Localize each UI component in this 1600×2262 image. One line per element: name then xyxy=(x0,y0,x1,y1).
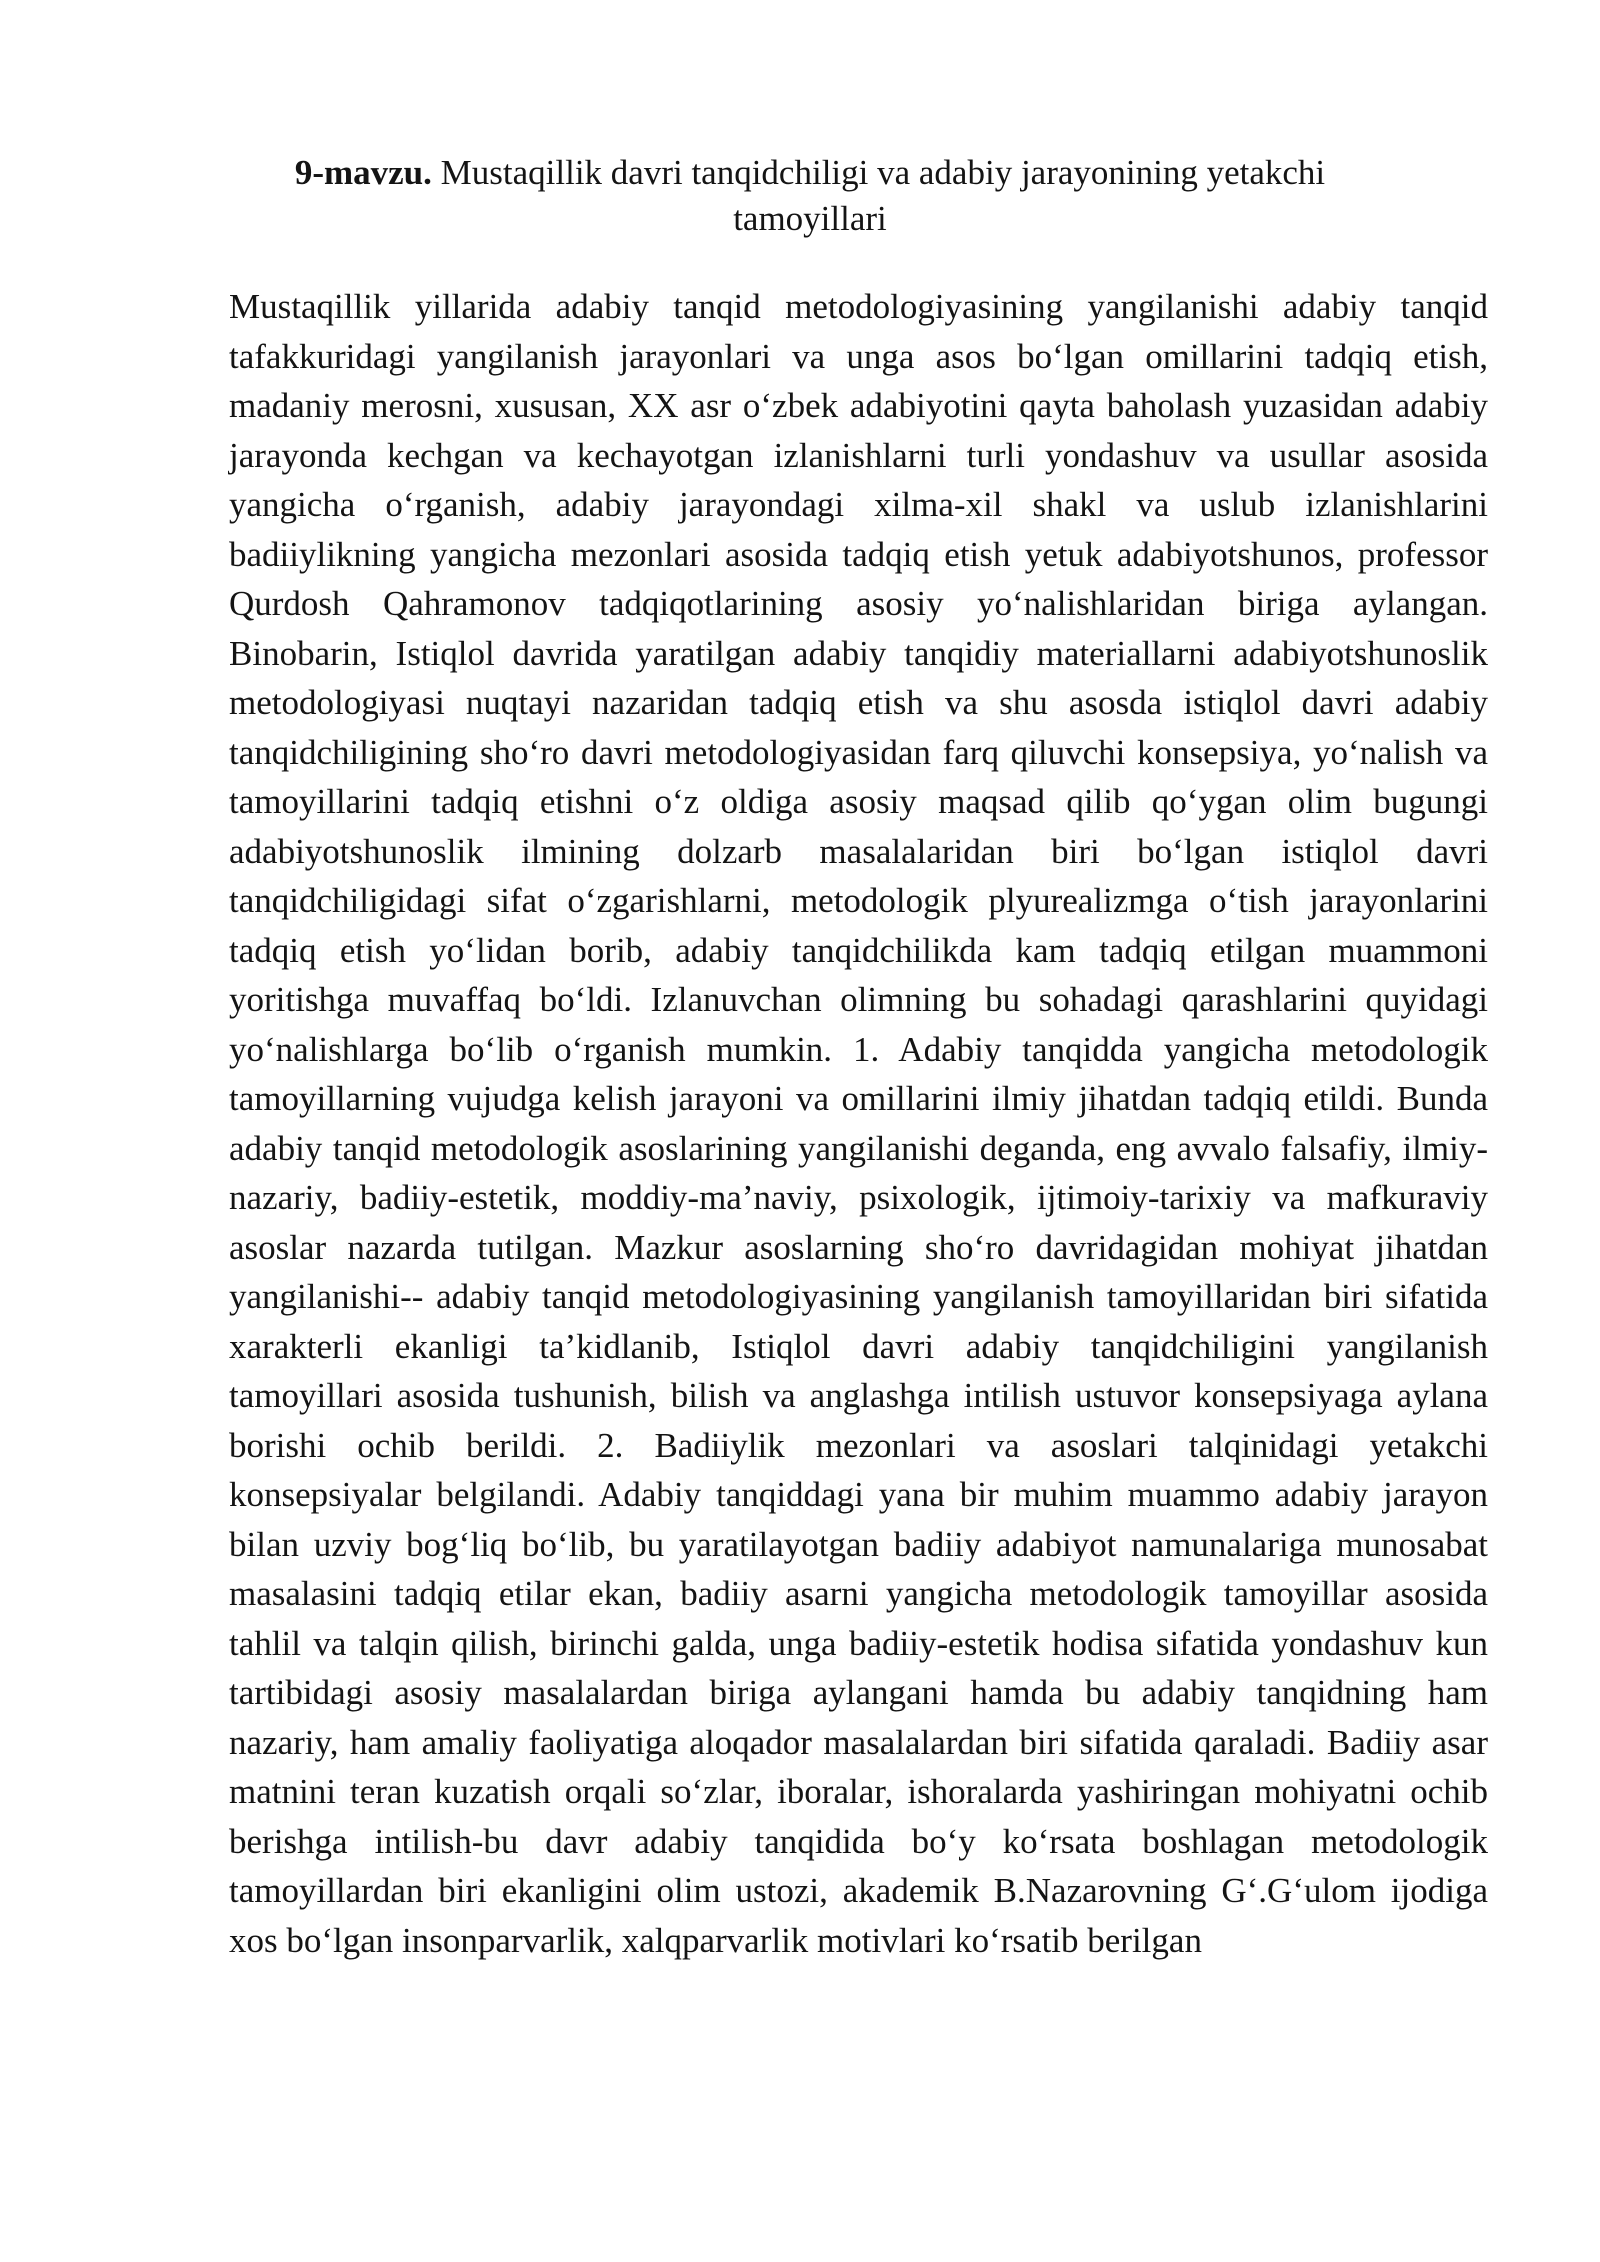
topic-number: 9-mavzu. xyxy=(294,153,432,192)
body-paragraph: Mustaqillik yillarida adabiy tanqid metodologiyasining yangilanishi adabiy tanqid tafakkuridagi yangilanish jarayonlari va unga asos bo‘lgan omillarini tadqiq etish, madaniy merosni, xususan, XX asr o‘zbek adabiyotini qayta baholash yuzasidan adabiy jarayonda kechgan va kechayotgan izlanishlarni turli yondashuv va usullar asosida yangicha o‘rganish, adabiy jarayondagi xilma-xil shakl va uslub izlanishlarini badiiylikning yangicha mezonlari asosida tadqiq etish yetuk adabiyotshunos, professor Qurdosh Qahramonov tadqiqotlarining asosiy yo‘nalishlaridan biriga aylangan. Binobarin, Istiqlol davrida yaratilgan adabiy tanqidiy materiallarni adabiyotshunoslik metodologiyasi nuqtayi nazaridan tadqiq etish va shu asosda istiqlol davri adabiy tanqidchiligining sho‘ro davri metodologiyasidan farq qiluvchi konsepsiya, yo‘nalish va tamoyillarini tadqiq etishni o‘z oldiga asosiy maqsad qilib qo‘ygan olim bugungi adabiyotshunoslik ilmining dolzarb masalalaridan biri bo‘lgan istiqlol davri tanqidchiligidagi sifat o‘zgarishlarni, metodologik plyurealizmga o‘tish jarayonlarini tadqiq etish yo‘lidan borib, adabiy tanqidchilikda kam tadqiq etilgan muammoni yoritishga muvaffaq bo‘ldi. Izlanuvchan olimning bu sohadagi qarashlarini quyidagi yo‘nalishlarga bo‘lib o‘rganish mumkin. 1. Adabiy tanqidda yangicha metodologik tamoyillarning vujudga kelish jarayoni va omillarini ilmiy jihatdan tadqiq etildi. Bunda adabiy tanqid metodologik asoslarining yangilanishi deganda, eng avvalo falsafiy, ilmiy-nazariy, badiiy-estetik, moddiy-ma’naviy, psixologik, ijtimoiy-tarixiy va mafkuraviy asoslar nazarda tutilgan. Mazkur asoslarning sho‘ro davridagidan mohiyat jihatdan yangilanishi-- adabiy tanqid metodologiyasining yangilanish tamoyillaridan biri sifatida xarakterli ekanligi ta’kidlanib, Istiqlol davri adabiy tanqidchiligini yangilanish tamoyillari asosida tushunish, bilish va anglashga intilish ustuvor konsepsiyaga aylana borishi ochib berildi. 2. Badiiylik mezonlari va asoslari talqinidagi yetakchi konsepsiyalar belgilandi. Adabiy tanqiddagi yana bir muhim muammo adabiy jarayon bilan uzviy bog‘liq bo‘lib, bu yaratilayotgan badiiy adabiyot namunalariga munosabat masalasini tadqiq etilar ekan, badiiy asarni yangicha metodologik tamoyillar asosida tahlil va talqin qilish, birinchi galda, unga badiiy-estetik hodisa sifatida yondashuv kun tartibidagi asosiy masalalardan biriga aylangani hamda bu adabiy tanqidning ham nazariy, ham amaliy faoliyatiga aloqador masalalardan biri sifatida qaraladi. Badiiy asar matnini teran kuzatish orqali so‘zlar, iboralar, ishoralarda yashiringan mohiyatni ochib berishga intilish-bu davr adabiy tanqidida bo‘y ko‘rsata boshlagan metodologik tamoyillardan biri ekanligini olim ustozi, akademik B.Nazarovning G‘.G‘ulom ijodiga xos bo‘lgan insonparvarlik, xalqparvarlik motivlari ko‘rsatib berilgan xyxy=(229,287,1488,1960)
page-title xyxy=(230,150,1390,242)
topic-title: Mustaqillik davri tanqidchiligi va adabiy jarayonining yetakchi tamoyillari xyxy=(431,153,1326,238)
